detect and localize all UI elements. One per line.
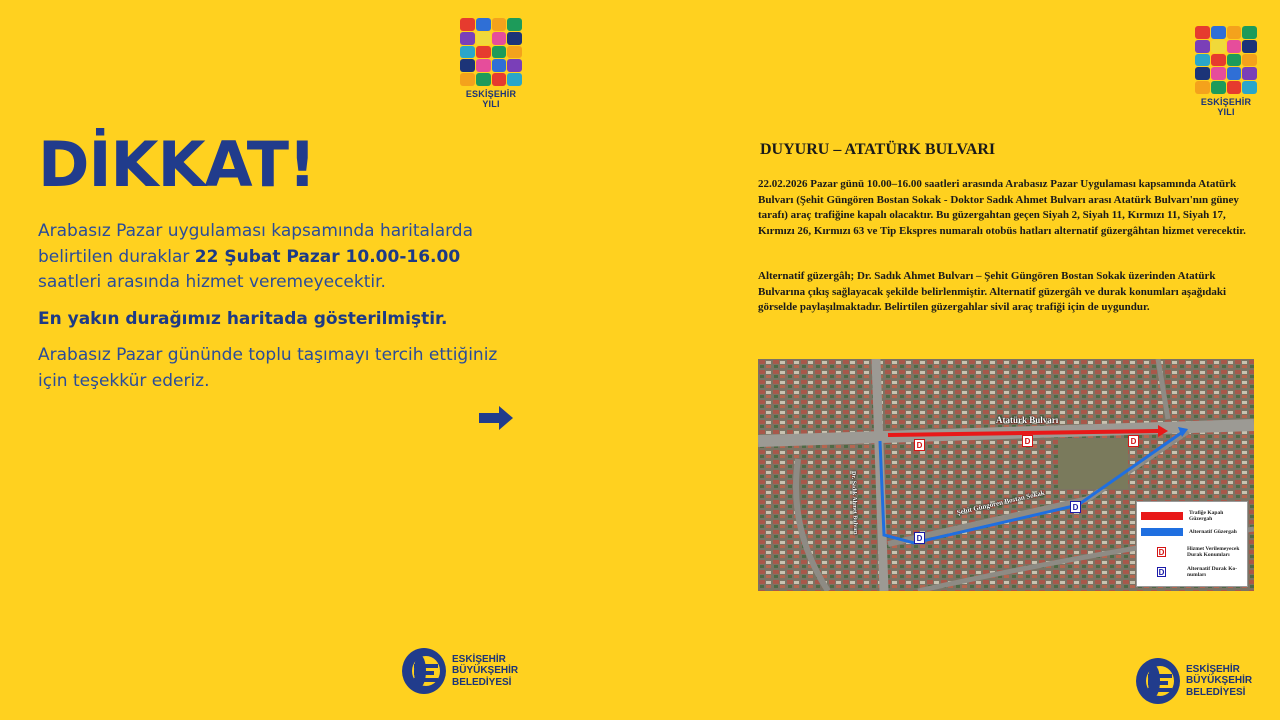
- legend-red-stop-icon: D: [1158, 547, 1165, 557]
- municipality-line-2: BÜYÜKŞEHİR: [452, 665, 519, 677]
- legend-blue-stop-icon: D: [1158, 567, 1165, 577]
- closed-stop-marker: D: [1128, 435, 1139, 447]
- municipality-logo-right: [1134, 656, 1252, 706]
- yili-text: ESKİŞEHİR YILI: [465, 89, 517, 109]
- alt-stop-marker: D: [914, 532, 925, 544]
- closed-stop-marker: D: [1022, 435, 1033, 447]
- municipality-line-3: BELEDİYESİ: [1186, 686, 1246, 698]
- notice-text-a: Arabasız Pazar uygulaması kapsamında haritalarda belirtilen duraklar: [38, 221, 474, 267]
- legend-closed-stops-text: Hizmet Verilemeyecek Durak Konumları: [1187, 546, 1240, 559]
- legend-red-bar: [1141, 512, 1183, 520]
- eskisehir-yili-logo-right: [1195, 26, 1257, 117]
- municipality-line-1: ESKİŞEHİR: [1186, 663, 1240, 675]
- thanks-paragraph: Arabasız Pazar gününde toplu taşımayı tercih ettiğiniz için teşekkür ederiz.: [38, 345, 498, 391]
- municipality-line-2: BÜYÜKŞEHİR: [1186, 675, 1253, 687]
- notice-paragraph: [38, 219, 518, 296]
- arrow-right-icon: [479, 405, 515, 431]
- legend-closed-route: [1141, 510, 1245, 522]
- legend-alt-route: [1141, 528, 1245, 536]
- announcement-title: DUYURU – ATATÜRK BULVARI: [760, 141, 996, 158]
- alt-stop-marker: D: [1070, 501, 1081, 513]
- warning-heading: DİKKAT!: [38, 128, 316, 201]
- mosaic-2026-icon: [460, 18, 522, 86]
- municipality-line-1: ESKİŞEHİR: [452, 653, 506, 665]
- announcement-paragraph-1: 22.02.2026 Pazar günü 10.00–16.00 saatleri arasında Arabasız Pazar Uygulaması kapsamında Atatürk Bulvarı (Şehit Güngören Bostan Sokak - Doktor Sadık Ahmet Bulvarı arası Atatürk Bulvarı'nın güney tarafı) araç trafiğine kapalı olacaktır. Bu güzergahtan geçen Siyah 2, Siyah 11, Kırmızı 11, Siyah 17, Kırmızı 26, Kırmızı 63 ve Tip Ekspres numaralı otobüs hatları alternatif güzergâhtan hizmet verecektir.: [758, 178, 1246, 237]
- legend-alt-stops: [1141, 566, 1243, 578]
- municipality-logo: [400, 646, 518, 696]
- yili-text: ESKİŞEHİR YILI: [1200, 97, 1252, 117]
- municipality-emblem-icon: [1134, 656, 1182, 706]
- eskisehir-yili-logo: [460, 18, 522, 109]
- legend-blue-bar: [1141, 528, 1183, 536]
- route-map: [758, 359, 1254, 591]
- notice-date-time: 22 Şubat Pazar 10.00-16.00: [194, 246, 461, 267]
- mosaic-2026-icon: [1195, 26, 1257, 94]
- map-label-bostan: Şehit Güngören Bostan Sokak: [956, 488, 1046, 517]
- nearest-stop-note: En yakın durağımız haritada gösterilmiştir.: [38, 309, 448, 329]
- legend-closed-text: Trafiğe Kapalı Güzergah: [1189, 510, 1224, 523]
- municipality-emblem-icon: [400, 646, 448, 696]
- legend-alt-text: Alternatif Güzergah: [1189, 528, 1237, 535]
- legend-closed-stops: [1141, 546, 1243, 558]
- announcement-paragraph-2: Alternatif güzergâh; Dr. Sadık Ahmet Bulvarı – Şehit Güngören Bostan Sokak üzerinden Atatürk Bulvarına çıkış sağlayacak şekilde belirlenmiştir. Alternatif güzergâh ve durak konumları aşağıdaki görselde paylaşılmaktadır. Belirtilen güzergahlar sivil araç trafiği için de uygundur.: [758, 270, 1227, 314]
- map-legend: [1136, 501, 1248, 587]
- notice-text-b: saatleri arasında hizmet veremeyecektir.: [38, 272, 386, 292]
- closed-stop-marker: D: [914, 439, 925, 451]
- map-label-sadik: Dr. Sadık Ahmet Bulvarı: [850, 471, 859, 535]
- map-label-ataturk: Atatürk Bulvarı: [996, 415, 1059, 425]
- legend-alt-stops-text: Alternatif Durak Ko-numları: [1187, 566, 1238, 579]
- municipality-line-3: BELEDİYESİ: [452, 676, 512, 688]
